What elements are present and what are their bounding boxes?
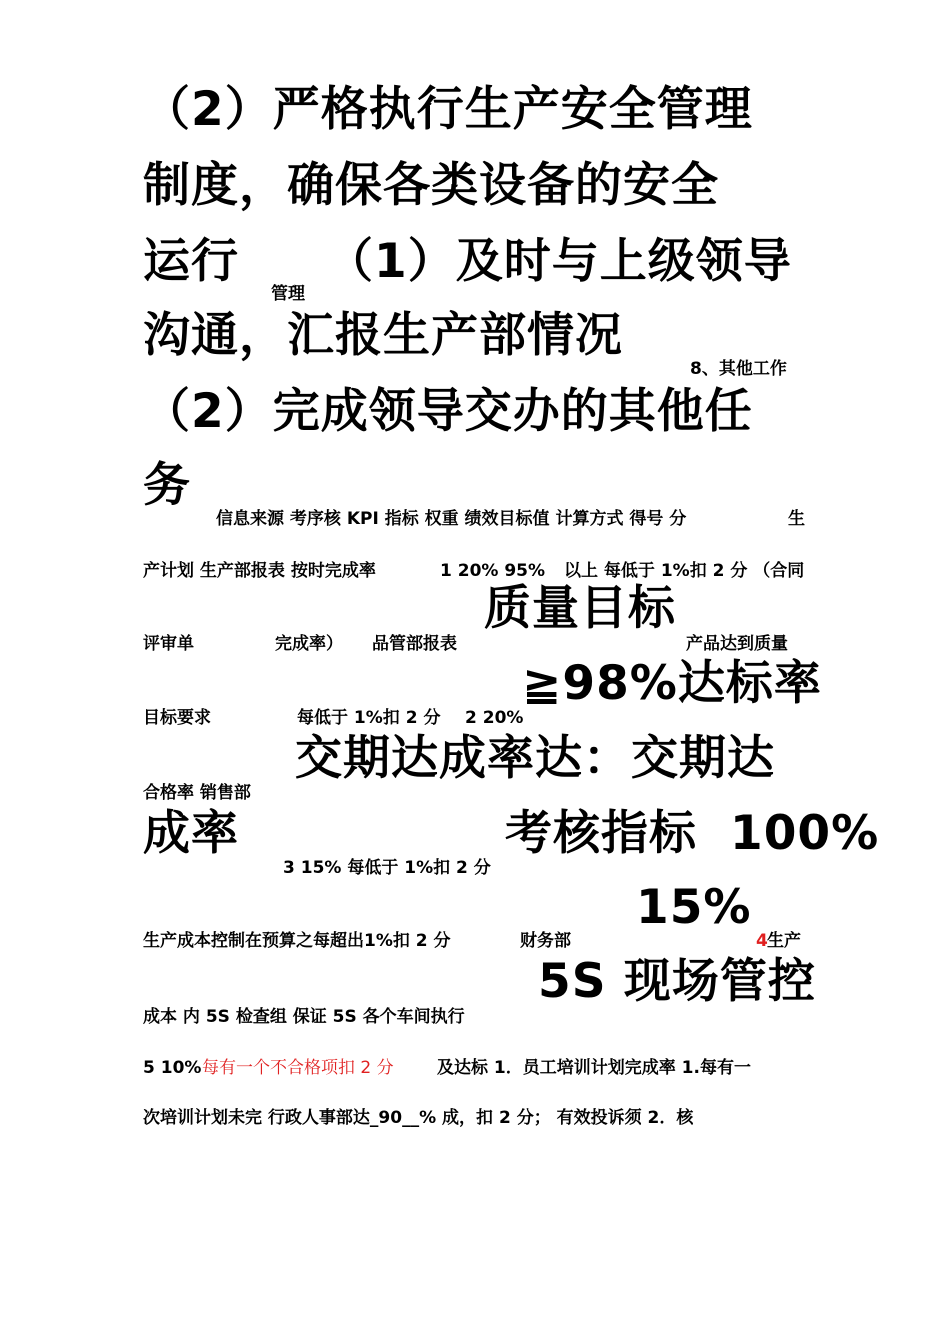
row6-num: 4 — [756, 931, 768, 951]
row5: 3 15% 每低于 1%扣 2 分 — [283, 858, 491, 878]
heading-line-5: （2）完成领导交办的其他任 — [143, 384, 753, 439]
quality-target-heading: 质量目标 — [484, 581, 676, 636]
row6-dept: 财务部 — [520, 931, 571, 951]
row4: 合格率 销售部 — [143, 783, 251, 803]
kpi-heading: 考核指标 — [505, 806, 697, 861]
row8-red: 每有一个不合格项扣 2 分 — [202, 1058, 394, 1078]
table-header: 信息来源 考序核 KPI 指标 权重 绩效目标值 计算方式 得号 分 — [216, 509, 687, 529]
delivery-heading: 交期达成率达：交期达 — [295, 731, 775, 786]
heading-line-3b: （1）及时与上级领导 — [326, 234, 792, 289]
row9: 次培训计划未完 行政人事部达_90__% 成，扣 2 分； 有效投诉须 2．核 — [143, 1108, 694, 1128]
row7: 成本 内 5S 检查组 保证 5S 各个车间执行 — [143, 1007, 465, 1027]
row2-b: 完成率） — [275, 634, 343, 654]
row1-label: 产计划 生产部报表 按时完成率 — [143, 561, 376, 581]
row1-values: 1 20% 95% — [440, 561, 546, 581]
heading-line-4: 沟通，汇报生产部情况 — [143, 308, 623, 363]
row2-d: 产品达到质量 — [686, 634, 788, 654]
row3-b: 每低于 1%扣 2 分 — [297, 708, 441, 728]
row6: 生产成本控制在预算之每超出1%扣 2 分 — [143, 931, 451, 951]
rate-heading: ≧98%达标率 — [522, 656, 822, 711]
row2-a: 评审单 — [143, 634, 194, 654]
heading-line-3a: 运行 — [143, 234, 239, 289]
row8-b: 及达标 1．员工培训计划完成率 1.每有一 — [437, 1058, 751, 1078]
heading-line-6: 务 — [143, 458, 191, 513]
heading-line-1: （2）严格执行生产安全管理 — [143, 82, 753, 137]
pct15-heading: 15% — [636, 880, 752, 935]
chenglv-heading: 成率 — [143, 806, 239, 861]
row8-a: 5 10% — [143, 1058, 202, 1078]
row3-c: 2 20% — [465, 708, 524, 728]
label-guanli: 管理 — [271, 284, 305, 304]
heading-line-2: 制度，确保各类设备的安全 — [143, 158, 719, 213]
row6-tail: 生产 — [767, 931, 801, 951]
row3-a: 目标要求 — [143, 708, 211, 728]
row2-c: 品管部报表 — [372, 634, 457, 654]
label-other-work: 8、其他工作 — [690, 359, 787, 379]
kpi-percent: 100% — [730, 806, 880, 861]
table-header-tail: 生 — [788, 509, 805, 529]
row1-rest: 以上 每低于 1%扣 2 分 （合同 — [564, 561, 805, 581]
5s-heading: 5S 现场管控 — [538, 954, 816, 1009]
